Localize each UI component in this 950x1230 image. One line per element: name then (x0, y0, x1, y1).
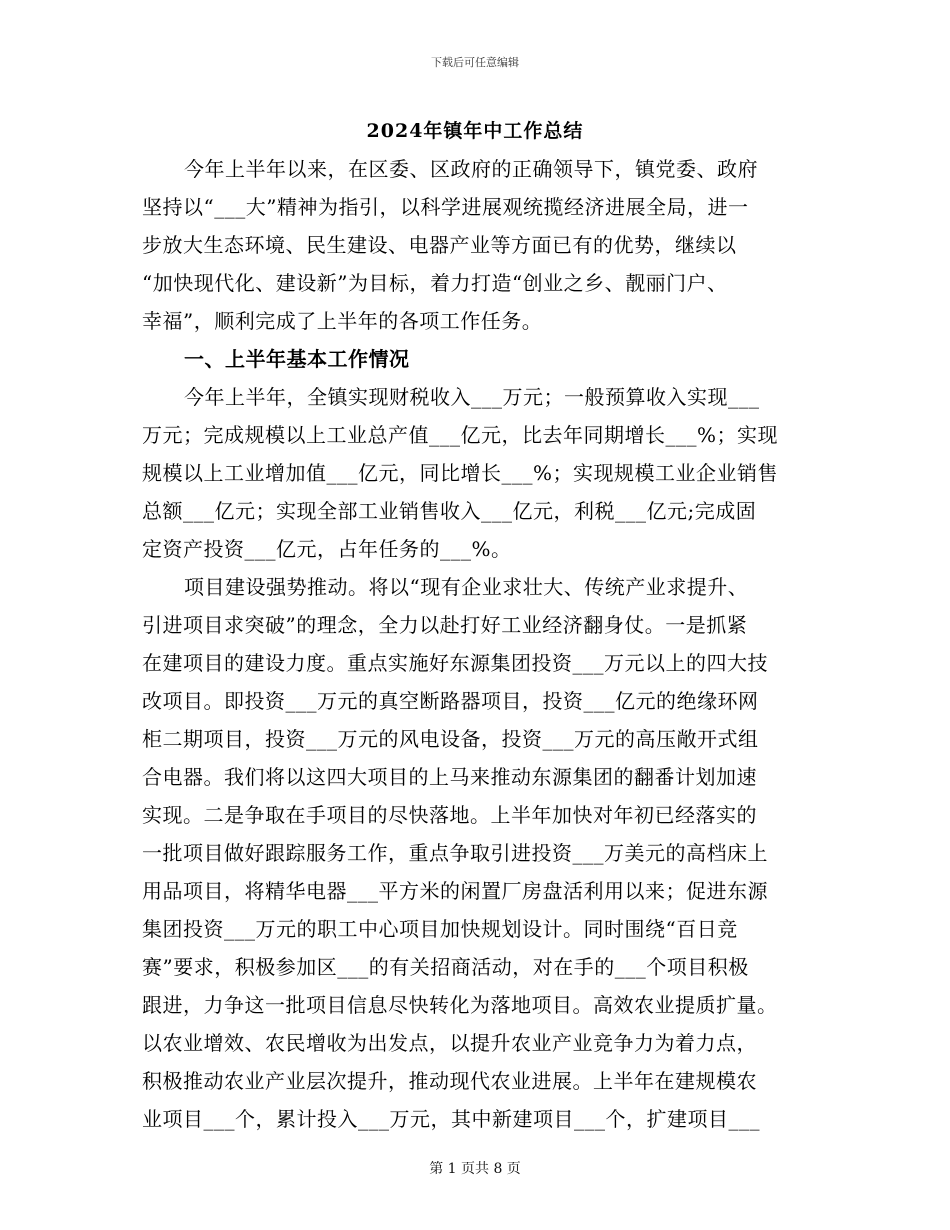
paragraph-line: 规模以上工业增加值___亿元，同比增长___%；实现规模工业企业销售 (142, 461, 779, 485)
paragraph-line: 定资产投资___亿元，占年任务的___%。 (142, 537, 512, 561)
document-body (142, 150, 812, 1138)
paragraph-line: 集团投资___万元的职工中心项目加快规划设计。同时围绕“百日竞 (142, 917, 738, 941)
paragraph-line: 合电器。我们将以这四大项目的上马来推动东源集团的翻番计划加速 (142, 765, 757, 789)
paragraph-line: 幸福”，顺利完成了上半年的各项工作任务。 (142, 309, 543, 333)
paragraph-line: 引进项目求突破”的理念，全力以赴打好工业经济翻身仗。一是抓紧 (142, 613, 748, 637)
paragraph-line: 柜二期项目，投资___万元的风电设备，投资___万元的高压敞开式组 (142, 727, 759, 751)
header-note: 下载后可任意编辑 (431, 56, 519, 69)
paragraph-line: 步放大生态环境、民生建设、电器产业等方面已有的优势，继续以 (142, 233, 737, 257)
paragraph-line: 一批项目做好跟踪服务工作，重点争取引进投资___万美元的高档床上 (142, 841, 768, 865)
paragraph-line: 今年上半年以来，在区委、区政府的正确领导下，镇党委、政府 (184, 157, 758, 181)
paragraph-line: 在建项目的建设力度。重点实施好东源集团投资___万元以上的四大技 (142, 651, 768, 675)
paragraph-line: 今年上半年，全镇实现财税收入___万元；一般预算收入实现___ (184, 385, 760, 409)
page-number-footer: 第 1 页共 8 页 (429, 1161, 521, 1177)
paragraph-line: 改项目。即投资___万元的真空断路器项目，投资___亿元的绝缘环网 (142, 689, 759, 713)
paragraph-line: 项目建设强势推动。将以“现有企业求壮大、传统产业求提升、 (184, 575, 749, 599)
paragraph-line: 用品项目，将精华电器___平方米的闲置厂房盘活利用以来；促进东源 (142, 879, 768, 903)
paragraph-line: 积极推动农业产业层次提升，推动现代农业进展。上半年在建规模农 (142, 1069, 757, 1093)
paragraph-line: 业项目___个，累计投入___万元，其中新建项目___个，扩建项目___ (142, 1107, 760, 1131)
paragraph-line: 总额___亿元；实现全部工业销售收入___亿元，利税___亿元;完成固 (142, 499, 757, 523)
paragraph-line: 坚持以“___大”精神为指引，以科学进展观统揽经济进展全局，进一 (142, 195, 749, 219)
section-heading: 一、上半年基本工作情况 (184, 347, 410, 371)
paragraph-line: 赛”要求，积极参加区___的有关招商活动，对在手的___个项目积极 (142, 955, 749, 979)
document-title: 2024年镇年中工作总结 (366, 120, 584, 142)
paragraph-line: 以农业增效、农民增收为出发点，以提升农业产业竞争力为着力点， (142, 1031, 757, 1055)
paragraph-line: 跟进，力争这一批项目信息尽快转化为落地项目。高效农业提质扩量。 (142, 993, 778, 1017)
paragraph-line: 实现。二是争取在手项目的尽快落地。上半年加快对年初已经落实的 (142, 803, 757, 827)
paragraph-line: 万元；完成规模以上工业总产值___亿元，比去年同期增长___%；实现 (142, 423, 779, 447)
paragraph-line: “加快现代化、建设新”为目标，着力打造“创业之乡、靓丽门户、 (142, 271, 728, 295)
